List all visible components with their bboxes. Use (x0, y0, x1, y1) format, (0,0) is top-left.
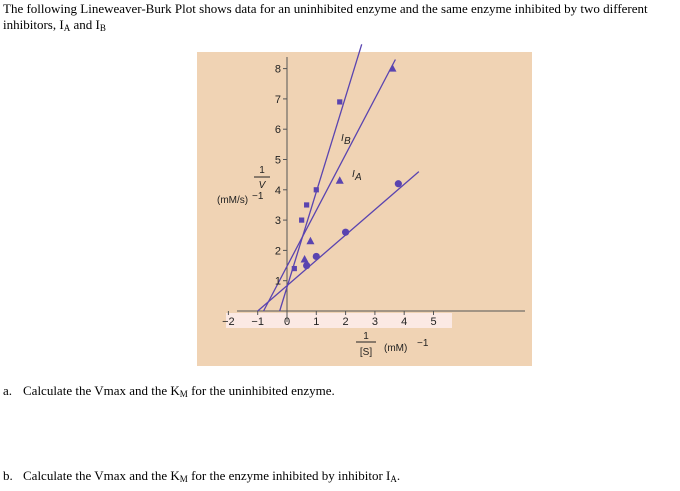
x-label-denominator: [S] (359, 347, 373, 358)
question-b-tail2: . (396, 468, 401, 483)
series-label-sub-2: B (344, 136, 351, 147)
series-2-point-1 (299, 218, 304, 223)
intro-and: and (70, 17, 96, 32)
x-tick-label-0: −2 (222, 316, 235, 328)
inhibitor-a-label: I (59, 17, 64, 32)
series-0-point-2 (342, 229, 349, 236)
y-tick-label-2: 3 (274, 215, 281, 228)
question-b-letter: b. (3, 468, 13, 483)
inhibitor-b-label: I (95, 17, 100, 32)
y-label-numerator: 1 (259, 165, 265, 176)
question-a-sub: M (179, 389, 188, 399)
y-tick-label-0: 1 (274, 275, 281, 288)
inhibitor-b-sub: B (99, 23, 106, 33)
y-label-denominator: V (258, 180, 266, 191)
series-2-point-4 (337, 99, 342, 104)
y-tick-label-3: 4 (274, 184, 281, 197)
y-tick-label-5: 6 (274, 124, 281, 137)
x-tick-label-7: 5 (430, 316, 437, 328)
series-label-1: I (352, 169, 355, 180)
series-2-point-0 (292, 266, 297, 271)
x-label-exponent: −1 (417, 338, 429, 349)
y-label-exponent: −1 (252, 191, 264, 202)
series-0-point-0 (303, 262, 310, 269)
x-tick-label-3: 1 (313, 316, 320, 328)
series-label-2: I (341, 133, 344, 144)
question-b (3, 468, 400, 487)
question-b-sub: M (179, 474, 188, 484)
y-tick-label-6: 7 (274, 93, 281, 106)
intro-body: The following Lineweaver-Burk Plot shows data for an uninhibited enzyme and the same enzyme inhibited by two different inhibitors, (3, 1, 648, 32)
question-b-sub2: A (390, 474, 397, 484)
y-label-unit: (mM/s) (217, 195, 249, 206)
x-tick-label-6: 4 (401, 316, 408, 328)
question-a (3, 383, 335, 402)
x-tick-label-4: 2 (342, 316, 349, 328)
question-a-tail: for the uninhibited enzyme. (187, 383, 335, 398)
x-label-unit: (mM) (384, 343, 408, 354)
y-tick-label-1: 2 (274, 245, 281, 258)
series-0-point-3 (395, 180, 402, 187)
y-tick-label-4: 5 (274, 154, 281, 167)
question-b-text: Calculate the Vmax and the K (23, 468, 180, 483)
x-tick-label-5: 3 (371, 316, 378, 328)
inhibitor-a-sub: A (63, 23, 71, 33)
series-2-point-3 (314, 187, 319, 192)
y-tick-label-7: 8 (274, 63, 281, 76)
question-a-text: Calculate the Vmax and the K (23, 383, 180, 398)
x-label-numerator: 1 (363, 331, 369, 342)
question-b-tail: for the enzyme inhibited by inhibitor I (187, 468, 391, 483)
series-0-point-1 (313, 253, 320, 260)
series-2-point-2 (304, 202, 309, 207)
question-a-letter: a. (3, 383, 13, 398)
x-tick-label-1: −1 (251, 316, 264, 328)
series-label-sub-1: A (355, 172, 362, 183)
x-tick-label-2: 0 (283, 316, 291, 328)
